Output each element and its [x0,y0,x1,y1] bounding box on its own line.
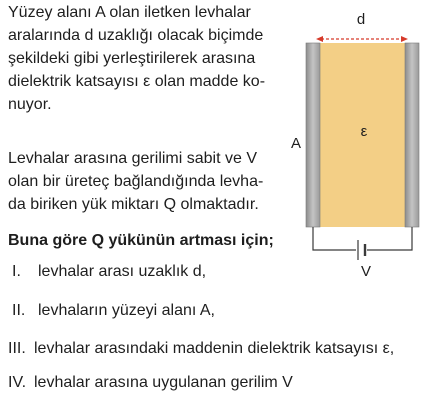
right-plate [405,43,419,227]
left-plate [306,43,320,227]
option-1-text: levhalar arası uzaklık d, [38,263,207,280]
d-dimension-arrow [316,36,408,42]
option-2-text: levhaların yüzeyi alanı A, [38,302,215,319]
option-3-number: III. [8,340,26,357]
problem-paragraph-2: Levhalar arasına gerilimi sabit ve V olan bir üreteç bağlandığında levha- da biriken yük miktarı Q olmaktadır. [8,150,264,213]
label-A: A [290,135,302,152]
battery-icon [358,240,365,260]
option-4-number: IV. [8,374,27,391]
option-4-text: levhalar arasına uygulanan gerilim V [34,374,293,391]
option-2-number: II. [12,302,26,319]
problem-paragraph-1: Yüzey alanı A olan iletken levhalar aralarında d uzaklığı olacak biçimde şekildeki gibi yerleştirilerek arasına dielektrik katsayısı ε olan madde ko- nuyor. [8,4,266,113]
circuit-wire [313,227,412,250]
label-V: V [360,263,372,280]
label-d: d [356,11,366,28]
option-1-number: I. [12,263,21,280]
label-epsilon: ε [360,123,368,140]
option-3-text: levhalar arasındaki maddenin dielektrik katsayısı ε, [34,340,395,357]
question-text: Buna göre Q yükünün artması için; [8,232,274,249]
